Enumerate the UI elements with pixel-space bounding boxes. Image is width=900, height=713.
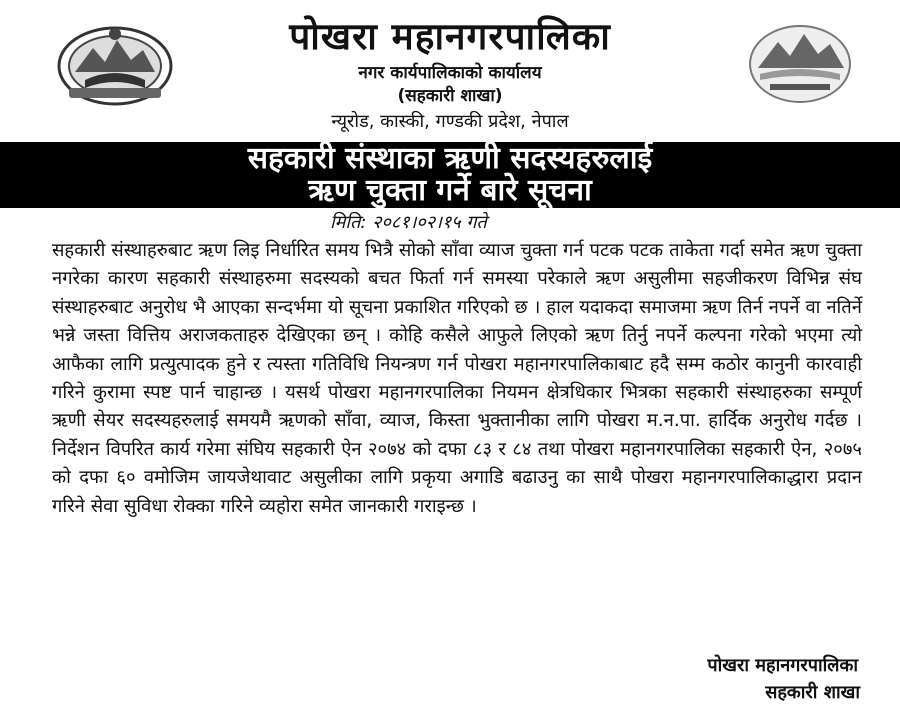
signature-organization: पोखरा महानगरपालिका xyxy=(707,655,858,676)
notice-title-line-2: ऋण चुक्ता गर्ने बारे सूचना xyxy=(308,173,592,208)
notice-header xyxy=(0,0,900,142)
office-name: नगर कार्यपालिकाको कार्यालय xyxy=(358,63,542,83)
pokhara-city-logo-icon xyxy=(748,24,852,104)
organization-name: पोखरा महानगरपालिका xyxy=(289,15,611,58)
signature-branch: सहकारी शाखा xyxy=(765,682,860,703)
notice-body: सहकारी संस्थाहरुबाट ऋण लिइ निर्धारित समय भित्रै सोको साँवा व्याज चुक्ता गर्न पटक पटक ताकेता गर्दा समेत ऋण चुक्ता नगरेका कारण सहकारी संस्थाहरुमा सदस्यको बचत फिर्ता गर्न समस्या परेकाले ऋण असुलीमा सहजीकरण विभिन्न संघ संस्थाहरुबाट अनुरोध भै आएका सन्दर्भमा यो सूचना प्रकाशित गरिएको छ । हाल यदाकदा समाजमा ऋण तिर्न नपर्ने वा नतिर्ने भन्ने जस्ता वित्तिय अराजकताहरु देखिएका छन् । कोहि कसैले आफुले लिएको ऋण तिर्नु नपर्ने कल्पना गरेको भएमा त्यो आफैका लागि प्रत्युत्पादक हुने र त्यस्ता गतिविधि नियन्त्रण गर्न पोखरा महानगरपालिकाबाट हदै सम्म कठोर कानुनी कारवाही गरिने कुरामा स्पष्ट पार्न चाहान्छ । यसर्थ पोखरा महानगरपालिका नियमन क्षेत्रधिकार भित्रका सहकारी संस्थाहरुका सम्पूर्ण ऋणी सेयर सदस्यहरुलाई समयमै ऋणको साँवा, व्याज, किस्ता भुक्तानीका लागि पोखरा म.न.पा. हार्दिक अनुरोध गर्दछ । निर्देशन विपरित कार्य गरेमा संघिय सहकारी ऐन २०७४ को दफा ८३ र ८४ तथा पोखरा महानगरपालिका सहकारी ऐन, २०७५ को दफा ६० वमोजिम जायजेथावाट असुलीका लागि प्रकृया अगाडि बढाउनु का साथै पोखरा महानगरपालिकाद्धारा प्रदान गरिने सेवा सुविधा रोक्का गरिने व्यहोरा समेत जानकारी गराइन्छ । xyxy=(52,240,862,517)
office-address: न्यूरोड, कास्की, गण्डकी प्रदेश, नेपाल xyxy=(331,111,569,132)
branch-name: (सहकारी शाखा) xyxy=(397,86,503,106)
notice-title-banner xyxy=(0,142,900,208)
notice-title-line-1: सहकारी संस्थाका ऋणी सदस्यहरुलाई xyxy=(247,141,653,176)
notice-date: मिति: २०८१।०२।१५ गते xyxy=(330,212,487,233)
